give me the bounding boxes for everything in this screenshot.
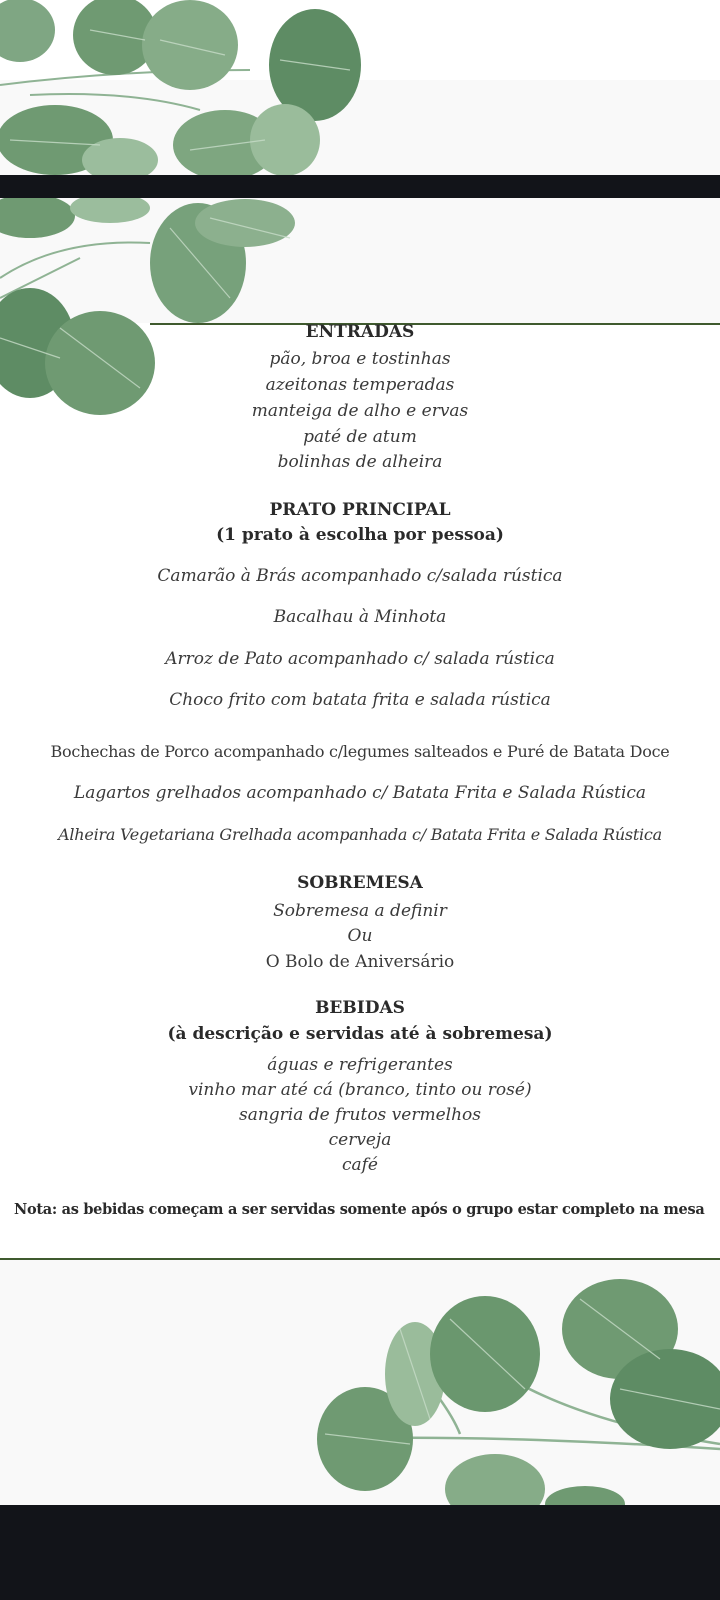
prato-item: Lagartos grelhados acompanhado c/ Batata Frita e Salada Rústica [73, 783, 647, 803]
bebidas-item: vinho mar até cá (branco, tinto ou rosé) [188, 1080, 532, 1100]
entradas-item: azeitonas temperadas [265, 375, 455, 395]
top-decorative-card [0, 0, 720, 175]
bebidas-subtitle: (à descrição e servidas até à sobremesa) [167, 1024, 553, 1044]
prato-item: Bacalhau à Minhota [273, 607, 447, 627]
bebidas-item: sangria de frutos vermelhos [238, 1105, 482, 1125]
prato-item: Camarão à Brás acompanhado c/salada rústica [157, 566, 563, 586]
prato-item: Bochechas de Porco acompanhado c/legumes salteados e Puré de Batata Doce [50, 742, 670, 761]
prato-item: Alheira Vegetariana Grelhada acompanhada c/ Batata Frita e Salada Rústica [58, 825, 662, 844]
sobremesa-item: O Bolo de Aniversário [265, 952, 455, 972]
entradas-item: paté de atum [303, 427, 417, 447]
prato-item: Arroz de Pato acompanhado c/ salada rústica [165, 649, 555, 669]
bebidas-item: cerveja [328, 1130, 392, 1150]
sobremesa-item: Ou [347, 926, 373, 946]
bebidas-item: águas e refrigerantes [267, 1055, 453, 1075]
eucalyptus-leaves-top-image [0, 0, 720, 175]
black-divider-bar [0, 175, 720, 198]
menu-card [0, 198, 720, 1505]
prato-principal-subtitle: (1 prato à escolha por pessoa) [216, 525, 504, 545]
prato-principal-title: PRATO PRINCIPAL [269, 500, 451, 520]
bebidas-title: BEBIDAS [315, 998, 405, 1018]
entradas-item: bolinhas de alheira [277, 452, 443, 472]
sobremesa-item: Sobremesa a definir [273, 901, 447, 921]
entradas-title: ENTRADAS [305, 322, 415, 342]
prato-item: Choco frito com batata frita e salada rústica [169, 690, 551, 710]
entradas-item: manteiga de alho e ervas [251, 401, 469, 421]
entradas-item: pão, broa e tostinhas [269, 349, 451, 369]
sobremesa-title: SOBREMESA [297, 873, 423, 893]
eucalyptus-leaves-bottom-image [0, 1259, 720, 1505]
bebidas-item: café [341, 1155, 378, 1175]
black-footer [0, 1505, 720, 1600]
nota-text: Nota: as bebidas começam a ser servidas somente após o grupo estar completo na mesa [14, 1201, 705, 1218]
